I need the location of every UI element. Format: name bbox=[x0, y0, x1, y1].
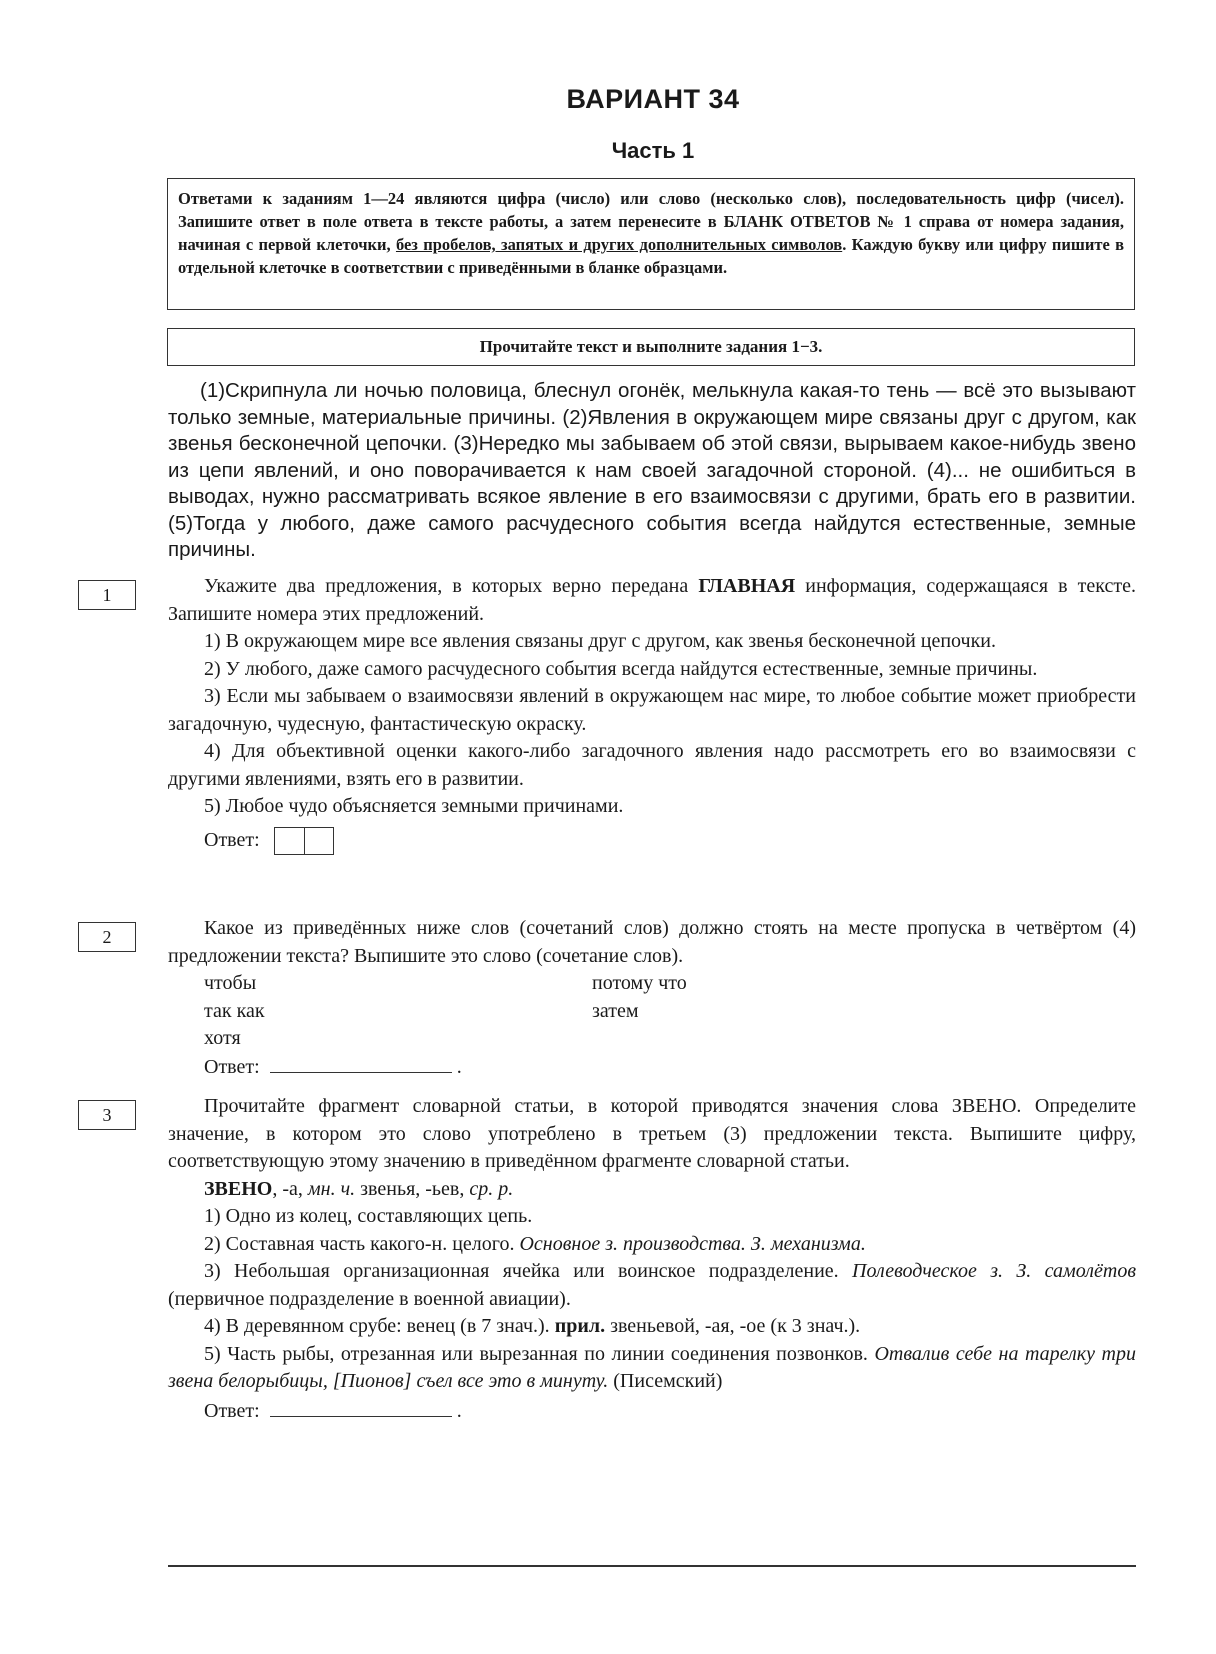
task-1-option: 2) У любого, даже самого расчудесного события всегда найдутся естественные, земные причины. bbox=[204, 657, 1038, 680]
task-3-answer-label: Ответ: bbox=[204, 1399, 260, 1422]
task-3-meaning-3 bbox=[168, 1258, 1136, 1313]
task-2-option: хотя bbox=[204, 1027, 241, 1049]
task-3-m4-bold: прил. bbox=[554, 1315, 606, 1337]
part-title: Часть 1 bbox=[611, 138, 695, 163]
instructions-text-1: Ответами к заданиям 1—24 являются цифра (число) или слово (несколько слов), последовательность цифр (чисел). Запишите ответ в поле ответа в тексте работы, а затем перенесите в БЛАНК ОТВЕТОВ № 1 справа от номера задания, начиная с первой клеточки, bbox=[178, 189, 1124, 254]
task-1-answer-label: Ответ: bbox=[204, 828, 260, 851]
instructions-text-2: . Каждую букву или цифру пишите в отдельной клеточке в соответствии с приведёнными в бланке образцами. bbox=[178, 235, 1124, 277]
task-1-option: 4) Для объективной оценки какого-либо загадочного явления надо рассмотреть его во взаимосвязи с другими явлениями, взять его в развитии. bbox=[168, 740, 1136, 790]
task-1-prompt-bold: ГЛАВНАЯ bbox=[698, 575, 796, 597]
task-3-answer-row bbox=[168, 1396, 1136, 1426]
task-3-meaning-5 bbox=[168, 1341, 1136, 1396]
task-2-answer-label: Ответ: bbox=[204, 1056, 260, 1078]
main-text-paragraph: (1)Скрипнула ли ночью половица, блеснул огонёк, мелькнула какая-то тень — всё это вызывают только земные, материальные причины. (2)Явления в окружающем мире связаны друг с другом, как звенья бесконечной цепочки. (3)Нередко мы забываем об этой связи, вырываем какое-нибудь звено из цепи явлений, и оно поворачивается к нам своей загадочной стороной. (4)... не ошибиться в выводах, нужно рассматривать всякое явление в его взаимосвязи с другими, брать его в развитии. (5)Тогда у любого, даже самого расчудесного события всегда найдутся естественные, земные причины. bbox=[168, 379, 1136, 561]
task-2-answer-end: . bbox=[456, 1056, 462, 1078]
task-1-option: 1) В окружающем мире все явления связаны друг с другом, как звенья бесконечной цепочки. bbox=[204, 630, 997, 652]
task-1-option: 5) Любое чудо объясняется земными причинами. bbox=[204, 795, 624, 817]
task-2-answer-blank[interactable] bbox=[270, 1052, 452, 1073]
task-2-option: затем bbox=[592, 999, 639, 1022]
task-3-m2-it: Основное з. производства. З. механизма. bbox=[519, 1232, 866, 1255]
main-text bbox=[168, 378, 1136, 564]
task-1-prompt bbox=[168, 573, 1136, 628]
task-2-options-col1 bbox=[204, 970, 265, 1053]
task-3-m4-a: 4) В деревянном срубе: венец (в 7 знач.). bbox=[204, 1315, 555, 1337]
instructions-box bbox=[167, 178, 1135, 310]
task-2 bbox=[168, 915, 1136, 1082]
task-3-head-a: , -а, bbox=[272, 1177, 308, 1200]
task-2-answer-row bbox=[168, 1052, 1136, 1082]
task-1-answer-cells[interactable] bbox=[274, 827, 334, 855]
read-text-box: Прочитайте текст и выполните задания 1−3. bbox=[167, 328, 1135, 366]
task-3-answer-end: . bbox=[456, 1399, 462, 1422]
task-2-prompt: Какое из приведённых ниже слов (сочетаний слов) должно стоять на месте пропуска в четвёртом (4) предложении текста? Выпишите это слово (сочетание слов). bbox=[168, 917, 1136, 967]
task-1-option: 3) Если мы забываем о взаимосвязи явлений в окружающем нас мире, то любое событие может приобрести загадочную, чудесную, фантастическую окраску. bbox=[168, 685, 1136, 735]
variant-title: ВАРИАНТ 34 bbox=[566, 84, 740, 114]
task-3-headword: ЗВЕНО bbox=[204, 1177, 273, 1200]
task-1 bbox=[168, 573, 1136, 857]
task-3-m5-b: (Писемский) bbox=[608, 1370, 723, 1392]
task-1-answer-row bbox=[168, 827, 1136, 857]
task-1-prompt-b: информация, содержащаяся в тексте. Запишите номера этих предложений. bbox=[168, 575, 1136, 625]
task-2-option: потому что bbox=[592, 972, 687, 994]
task-3-head-it2: ср. р. bbox=[469, 1177, 514, 1200]
task-1-prompt-a: Укажите два предложения, в которых верно передана bbox=[204, 575, 699, 597]
task-3-m5-it: Отвалив себе на тарелку три звена белорыбицы, [Пионов] съел все это в минуту. bbox=[168, 1342, 1136, 1392]
task-3-prompt: Прочитайте фрагмент словарной статьи, в которой приводятся значения слова ЗВЕНО. Определите значение, в котором это слово употреблено в третьем (3) предложении текста. Выпишите цифру, соответствующую этому значению в приведённом фрагменте словарной статьи. bbox=[168, 1095, 1136, 1172]
task-2-option: так как bbox=[204, 999, 265, 1022]
task-2-number: 2 bbox=[78, 922, 136, 952]
bottom-divider bbox=[168, 1565, 1136, 1567]
task-1-number: 1 bbox=[78, 580, 136, 610]
task-3-m5-a: 5) Часть рыбы, отрезанная или вырезанная по линии соединения позвонков. bbox=[204, 1342, 875, 1365]
task-2-option: чтобы bbox=[204, 972, 257, 994]
task-3-answer-blank[interactable] bbox=[270, 1396, 452, 1417]
instructions-underlined: без пробелов, запятых и других дополнительных символов bbox=[395, 235, 843, 254]
task-3-m4-b: звеньевой, -ая, -ое (к 3 знач.). bbox=[605, 1315, 861, 1337]
task-3-meaning-4 bbox=[168, 1313, 1136, 1341]
task-3-head-it1: мн. ч. bbox=[307, 1177, 356, 1200]
task-3-m3-b: (первичное подразделение в военной авиации). bbox=[168, 1287, 571, 1310]
task-3-number: 3 bbox=[78, 1100, 136, 1130]
task-3-meaning-2 bbox=[168, 1231, 1136, 1259]
task-3-meaning-1: 1) Одно из колец, составляющих цепь. bbox=[204, 1205, 533, 1227]
task-3-head-b: звенья, -ьев, bbox=[355, 1177, 470, 1200]
task-3-m3-it: Полеводческое з. З. самолётов bbox=[852, 1260, 1136, 1282]
task-3-m3-a: 3) Небольшая организационная ячейка или воинское подразделение. bbox=[204, 1260, 853, 1282]
task-3 bbox=[168, 1093, 1136, 1426]
task-2-options-col2 bbox=[592, 970, 687, 1025]
task-3-headword-line bbox=[168, 1176, 1136, 1204]
task-3-m2-a: 2) Составная часть какого-н. целого. bbox=[204, 1232, 520, 1255]
